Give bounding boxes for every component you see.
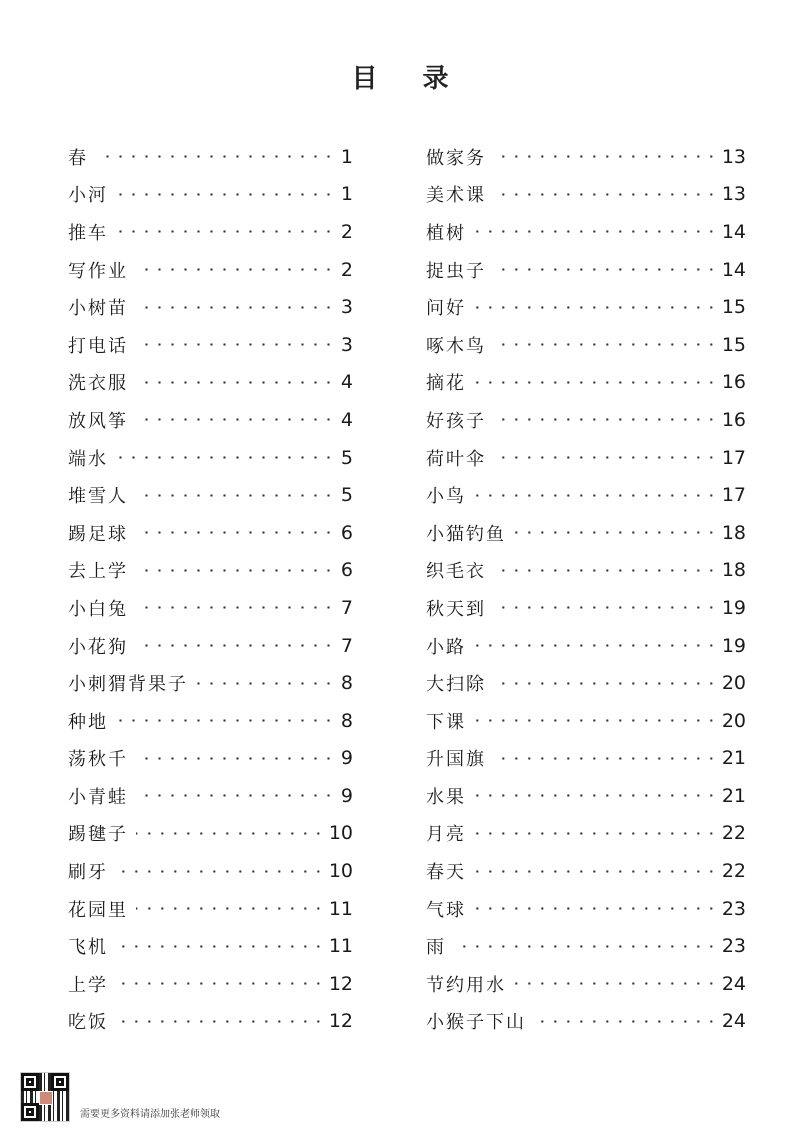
toc-leader-dots — [474, 644, 718, 647]
toc-entry-page: 13 — [721, 183, 746, 206]
toc-leader-dots — [534, 1020, 718, 1023]
toc-leader-dots — [116, 870, 325, 873]
toc-entry-page: 8 — [340, 709, 353, 732]
toc-entry-page: 8 — [340, 672, 353, 695]
toc-leader-dots — [474, 306, 718, 309]
toc-entry-title: 洗衣服 — [68, 373, 128, 395]
toc-entry-title: 吃饭 — [68, 1012, 108, 1034]
toc-entry[interactable] — [426, 852, 746, 890]
toc-entry-page: 13 — [721, 145, 746, 168]
toc-entry[interactable] — [68, 251, 353, 289]
toc-entry-title: 放风筝 — [68, 410, 128, 432]
footer-note: 需要更多资料请添加张老师领取 — [80, 1109, 220, 1120]
toc-leader-dots — [136, 794, 335, 797]
toc-leader-dots — [474, 794, 718, 797]
toc-entry[interactable] — [68, 740, 353, 778]
toc-leader-dots — [136, 569, 335, 572]
toc-leader-dots — [136, 268, 335, 271]
toc-entry[interactable] — [426, 702, 746, 740]
toc-entry-page: 21 — [721, 784, 746, 807]
toc-entry-title: 小刺猬背果子 — [68, 674, 188, 696]
toc-entry-title: 推车 — [68, 222, 108, 244]
toc-entry-title: 飞机 — [68, 937, 108, 959]
footer — [20, 1072, 220, 1122]
toc-entry-title: 小鸟 — [426, 486, 466, 508]
toc-entry-title: 花园里 — [68, 899, 128, 921]
toc-leader-dots — [136, 418, 335, 421]
toc-leader-dots — [116, 982, 325, 985]
toc-leader-dots — [474, 719, 718, 722]
toc-entry-page: 2 — [340, 220, 353, 243]
toc-entry[interactable] — [426, 476, 746, 514]
toc-leader-dots — [136, 644, 335, 647]
toc-entry-title: 雨 — [426, 937, 446, 959]
toc-entry[interactable] — [68, 138, 353, 176]
toc-leader-dots — [136, 757, 335, 760]
toc-entry-title: 织毛衣 — [426, 561, 486, 583]
toc-entry-title: 问好 — [426, 298, 466, 320]
toc-entry-title: 堆雪人 — [68, 486, 128, 508]
toc-entry-title: 气球 — [426, 899, 466, 921]
toc-entry[interactable] — [68, 664, 353, 702]
toc-entry[interactable] — [68, 476, 353, 514]
toc-entry-title: 捉虫子 — [426, 260, 486, 282]
toc-entry[interactable] — [426, 439, 746, 477]
toc-leader-dots — [116, 193, 335, 196]
toc-leader-dots — [96, 155, 335, 158]
toc-leader-dots — [494, 682, 718, 685]
toc-leader-dots — [474, 230, 718, 233]
toc-leader-dots — [136, 832, 325, 835]
toc-entry-page: 11 — [328, 897, 353, 920]
toc-leader-dots — [474, 907, 718, 910]
toc-entry-page: 6 — [340, 559, 353, 582]
toc-leader-dots — [494, 456, 718, 459]
qr-code-icon[interactable] — [20, 1072, 70, 1122]
toc-entry-title: 摘花 — [426, 373, 466, 395]
toc-entry-title: 好孩子 — [426, 410, 486, 432]
toc-leader-dots — [494, 757, 718, 760]
toc-entry-page: 16 — [721, 371, 746, 394]
toc-entry[interactable] — [426, 326, 746, 364]
toc-entry[interactable] — [426, 589, 746, 627]
toc-entry[interactable] — [68, 927, 353, 965]
toc-entry-title: 植树 — [426, 222, 466, 244]
toc-entry[interactable] — [426, 213, 746, 251]
toc-entry-page: 24 — [721, 1010, 746, 1033]
toc-entry-title: 春天 — [426, 862, 466, 884]
toc-entry-page: 14 — [721, 258, 746, 281]
toc-entry[interactable] — [426, 364, 746, 402]
toc-entry-title: 端水 — [68, 448, 108, 470]
toc-entry[interactable] — [68, 514, 353, 552]
toc-entry-page: 22 — [721, 822, 746, 845]
page-title: 目 录 — [351, 64, 467, 94]
toc-entry-page: 17 — [721, 484, 746, 507]
toc-entry-page: 6 — [340, 521, 353, 544]
toc-entry-title: 踢毽子 — [68, 824, 128, 846]
toc-entry[interactable] — [68, 176, 353, 214]
toc-entry[interactable] — [426, 251, 746, 289]
toc-entry-page: 18 — [721, 521, 746, 544]
toc-entry[interactable] — [426, 138, 746, 176]
toc-entry-title: 小青蛙 — [68, 786, 128, 808]
toc-leader-dots — [514, 982, 718, 985]
toc-entry-title: 小河 — [68, 185, 108, 207]
toc-leader-dots — [116, 230, 335, 233]
toc-entry-title: 去上学 — [68, 561, 128, 583]
toc-entry[interactable] — [68, 439, 353, 477]
toc-entry[interactable] — [68, 965, 353, 1003]
toc-entry[interactable] — [68, 890, 353, 928]
toc-leader-dots — [136, 343, 335, 346]
toc-entry-page: 7 — [340, 634, 353, 657]
toc-leader-dots — [136, 306, 335, 309]
toc-leader-dots — [494, 193, 718, 196]
toc-leader-dots — [454, 945, 718, 948]
toc-leader-dots — [196, 682, 335, 685]
toc-entry[interactable] — [68, 552, 353, 590]
toc-entry-title: 荷叶伞 — [426, 448, 486, 470]
toc-entry-page: 24 — [721, 972, 746, 995]
toc-entry-page: 7 — [340, 596, 353, 619]
toc-entry[interactable] — [426, 777, 746, 815]
toc-right-column — [426, 138, 746, 1040]
toc-entry-page: 17 — [721, 446, 746, 469]
toc-entry[interactable] — [426, 552, 746, 590]
toc-entry-page: 9 — [340, 784, 353, 807]
toc-entry-title: 写作业 — [68, 260, 128, 282]
toc-entry-title: 水果 — [426, 786, 466, 808]
toc-leader-dots — [116, 1020, 325, 1023]
toc-entry[interactable] — [426, 627, 746, 665]
toc-entry-title: 上学 — [68, 974, 108, 996]
toc-entry-title: 下课 — [426, 711, 466, 733]
toc-entry-page: 14 — [721, 220, 746, 243]
toc-leader-dots — [136, 907, 325, 910]
toc-entry-page: 16 — [721, 408, 746, 431]
toc-entry-title: 小白兔 — [68, 598, 128, 620]
toc-leader-dots — [474, 381, 718, 384]
toc-entry-title: 小猫钓鱼 — [426, 523, 506, 545]
toc-entry[interactable] — [68, 777, 353, 815]
toc-entry-page: 22 — [721, 860, 746, 883]
toc-leader-dots — [494, 343, 718, 346]
toc-entry-page: 19 — [721, 634, 746, 657]
toc-leader-dots — [494, 569, 718, 572]
toc-entry[interactable] — [426, 965, 746, 1003]
toc-entry-title: 春 — [68, 147, 88, 169]
toc-entry[interactable] — [426, 288, 746, 326]
toc-entry-title: 荡秋千 — [68, 749, 128, 771]
toc-entry-title: 节约用水 — [426, 974, 506, 996]
toc-entry-title: 刷牙 — [68, 862, 108, 884]
toc-entry[interactable] — [68, 589, 353, 627]
toc-leader-dots — [116, 719, 335, 722]
toc-entry-page: 3 — [340, 296, 353, 319]
toc-entry[interactable] — [426, 927, 746, 965]
toc-entry-title: 大扫除 — [426, 674, 486, 696]
toc-entry-page: 15 — [721, 333, 746, 356]
toc-entry-title: 升国旗 — [426, 749, 486, 771]
toc-entry-title: 秋天到 — [426, 598, 486, 620]
toc-entry[interactable] — [68, 702, 353, 740]
toc-entry-page: 12 — [328, 1010, 353, 1033]
toc-entry[interactable] — [68, 364, 353, 402]
toc-entry[interactable] — [68, 815, 353, 853]
toc-entry-title: 啄木鸟 — [426, 335, 486, 357]
toc-entry-page: 19 — [721, 596, 746, 619]
toc-entry-page: 12 — [328, 972, 353, 995]
toc-leader-dots — [474, 494, 718, 497]
toc-entry-title: 种地 — [68, 711, 108, 733]
toc-entry-title: 美术课 — [426, 185, 486, 207]
toc-entry[interactable] — [68, 1003, 353, 1041]
toc-entry[interactable] — [426, 664, 746, 702]
toc-leader-dots — [494, 418, 718, 421]
toc-entry[interactable] — [68, 401, 353, 439]
toc-entry[interactable] — [68, 627, 353, 665]
toc-entry-page: 10 — [328, 822, 353, 845]
toc-entry-page: 18 — [721, 559, 746, 582]
toc-entry[interactable] — [426, 514, 746, 552]
toc-entry-title: 踢足球 — [68, 523, 128, 545]
toc-entry[interactable] — [426, 1003, 746, 1041]
toc-entry[interactable] — [426, 401, 746, 439]
toc-leader-dots — [116, 945, 325, 948]
toc-entry-page: 3 — [340, 333, 353, 356]
toc-leader-dots — [494, 155, 718, 158]
toc-entry-title: 小路 — [426, 636, 466, 658]
toc-entry-page: 10 — [328, 860, 353, 883]
toc-entry-title: 小树苗 — [68, 298, 128, 320]
toc-leader-dots — [474, 832, 718, 835]
toc-entry-page: 20 — [721, 709, 746, 732]
toc-entry[interactable] — [68, 326, 353, 364]
toc-entry[interactable] — [426, 890, 746, 928]
toc-entry-page: 4 — [340, 408, 353, 431]
toc-entry-page: 20 — [721, 672, 746, 695]
toc-entry[interactable] — [426, 176, 746, 214]
toc-entry-page: 9 — [340, 747, 353, 770]
toc-leader-dots — [136, 606, 335, 609]
toc-leader-dots — [136, 494, 335, 497]
toc-entry-page: 1 — [340, 183, 353, 206]
toc-entry[interactable] — [426, 815, 746, 853]
toc-entry-page: 21 — [721, 747, 746, 770]
toc-entry-title: 做家务 — [426, 147, 486, 169]
toc-leader-dots — [474, 870, 718, 873]
toc-entry-title: 打电话 — [68, 335, 128, 357]
toc-entry-page: 23 — [721, 935, 746, 958]
toc-entry-page: 23 — [721, 897, 746, 920]
toc-leader-dots — [494, 606, 718, 609]
toc-leader-dots — [116, 456, 335, 459]
toc-entry[interactable] — [68, 852, 353, 890]
toc-entry-page: 5 — [340, 484, 353, 507]
toc-entry-page: 15 — [721, 296, 746, 319]
toc-left-column — [68, 138, 353, 1040]
toc-leader-dots — [514, 531, 718, 534]
toc-entry[interactable] — [426, 740, 746, 778]
toc-entry-page: 4 — [340, 371, 353, 394]
toc-entry-page: 1 — [340, 145, 353, 168]
toc-entry[interactable] — [68, 213, 353, 251]
toc-entry-page: 5 — [340, 446, 353, 469]
toc-entry-title: 月亮 — [426, 824, 466, 846]
toc-entry[interactable] — [68, 288, 353, 326]
toc-entry-title: 小猴子下山 — [426, 1012, 526, 1034]
toc-entry-page: 11 — [328, 935, 353, 958]
toc-entry-page: 2 — [340, 258, 353, 281]
toc-leader-dots — [494, 268, 718, 271]
toc-leader-dots — [136, 531, 335, 534]
toc-entry-title: 小花狗 — [68, 636, 128, 658]
toc-leader-dots — [136, 381, 335, 384]
